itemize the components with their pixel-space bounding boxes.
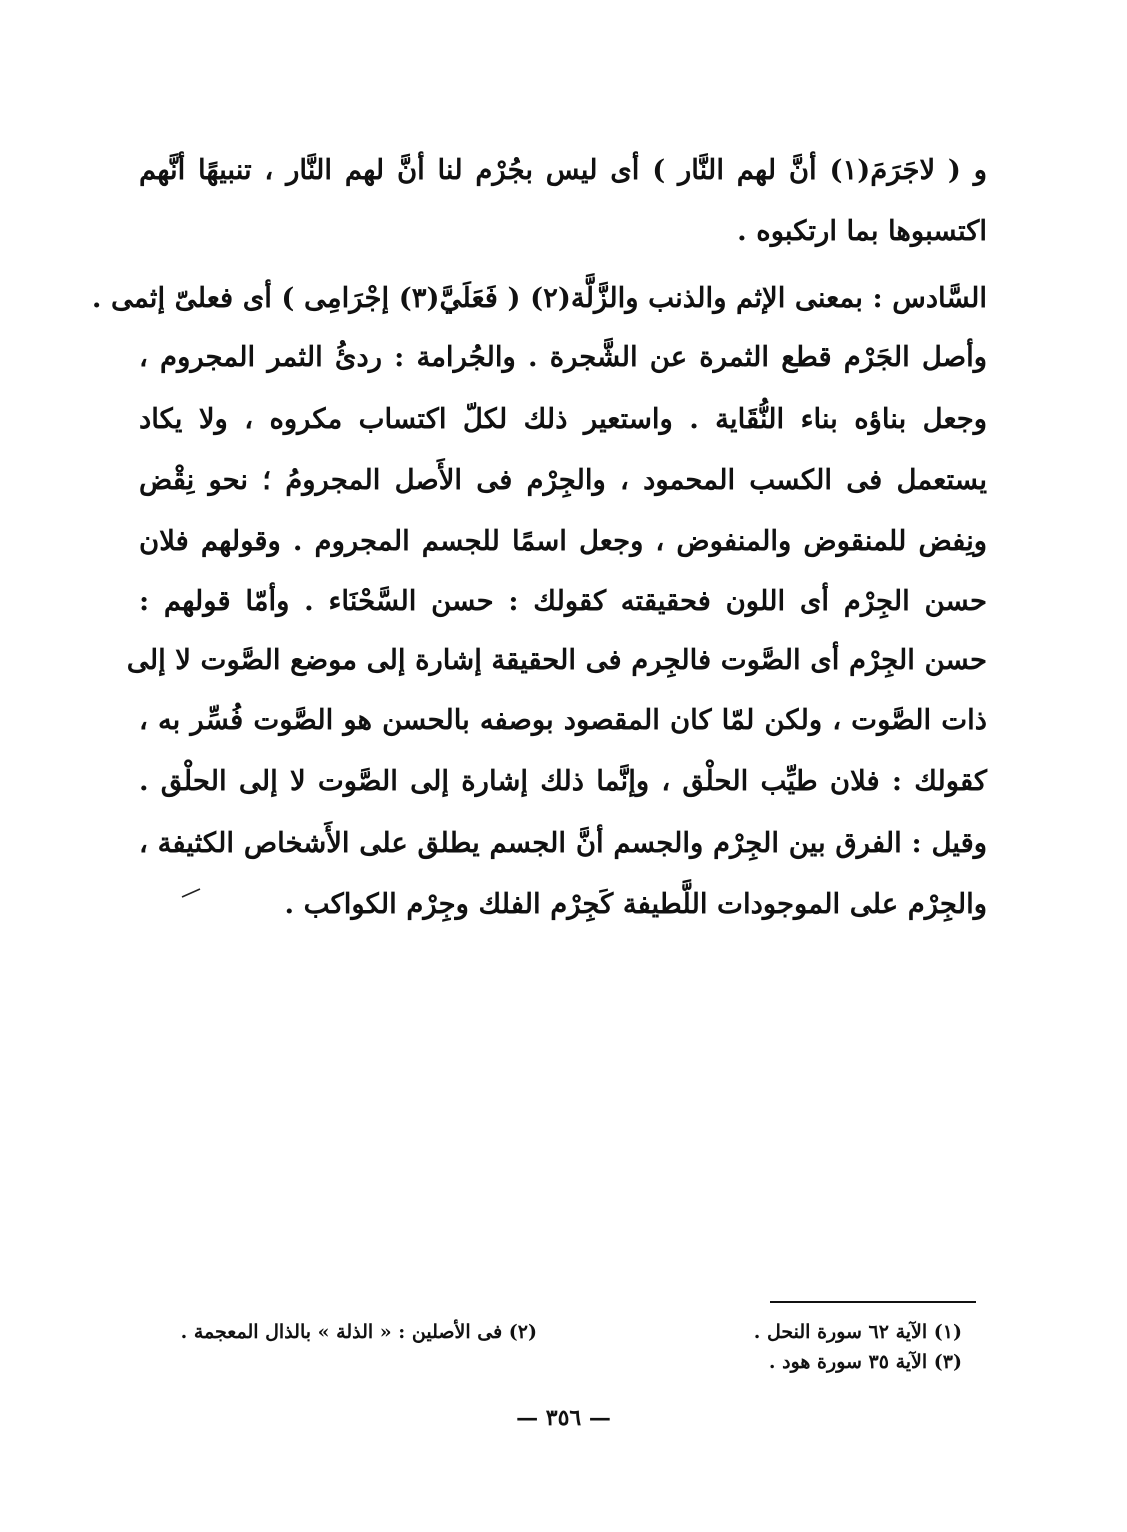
footnote-1: (١) الآية ٦٢ سورة النحل . [753,1321,962,1343]
footnote-divider [770,1301,976,1303]
body-line-10: ذات الصَّوت ، ولكن لمّا كان المقصود بوصفه بالحسن هو الصَّوت فُسِّر به ، [139,704,987,736]
body-line-1: و ( لاجَرَمَ(١) أنَّ لهم النَّار ) أى ليس بجُرْم لنا أنَّ لهم النَّار ، تنبيهًا أنَّهم [139,154,987,186]
body-line-6: يستعمل فى الكسب المحمود ، والجِرْم فى الأَصل المجرومُ ؛ نحو نِقْض [139,464,987,496]
body-line-7: ونِفض للمنقوض والمنفوض ، وجعل اسمًا للجسم المجروم . وقولهم فلان [139,525,987,557]
footnote-3: (٣) الآية ٣٥ سورة هود . [768,1351,962,1373]
body-line-8: حسن الجِرْم أى اللون فحقيقته كقولك : حسن السَّحْنَاء . وأمّا قولهم : [139,585,987,617]
pen-tick-mark [180,887,202,899]
footnote-2: (٢) فى الأصلين : « الذلة » بالذال المعجمة . [180,1321,537,1343]
body-line-12: وقيل : الفرق بين الجِرْم والجسم أنَّ الجسم يطلق على الأَشخاص الكثيفة ، [139,827,987,859]
body-line-3: السَّادس : بمعنى الإثم والذنب والزَّلَّة(٢) ( فَعَلَيَّ(٣) إجْرَامِى ) أى فعلىّ إثمى . [91,282,987,314]
body-line-9: حسن الجِرْم أى الصَّوت فالجِرم فى الحقيقة إشارة إلى موضع الصَّوت لا إلى [126,644,987,676]
body-line-11: كقولك : فلان طيِّب الحلْق ، وإنَّما ذلك إشارة إلى الصَّوت لا إلى الحلْق . [139,765,987,797]
page-number: — ٣٥٦ — [516,1405,611,1431]
body-line-5: وجعل بناؤه بناء النُّقَاية . واستعير ذلك لكلّ اكتساب مكروه ، ولا يكاد [139,403,987,435]
body-line-4: وأصل الجَرْم قطع الثمرة عن الشَّجرة . والجُرامة : ردئُ الثمر المجروم ، [139,341,987,373]
body-line-13: والجِرْم على الموجودات اللَّطيفة كَجِرْم الفلك وجِرْم الكواكب . [284,888,987,920]
body-line-2: اكتسبوها بما ارتكبوه . [737,215,987,247]
